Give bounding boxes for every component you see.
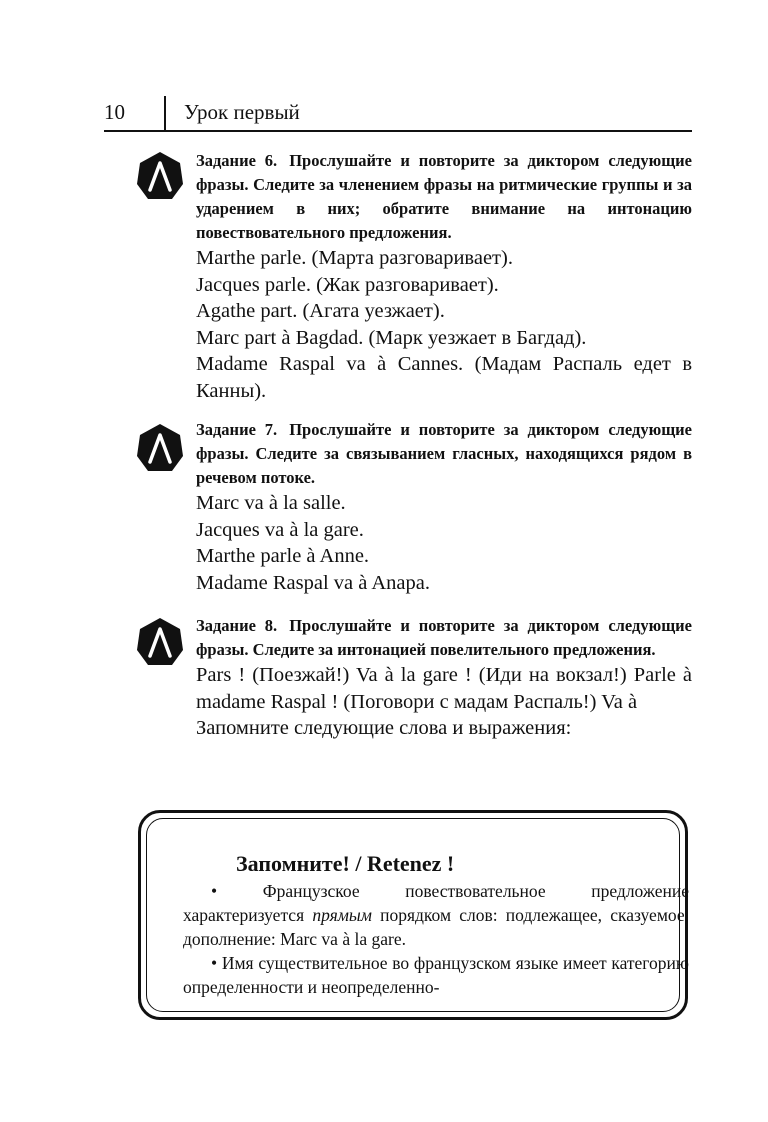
phrase: Marc part à Bagdad. (Марк уезжает в Багдад).	[196, 326, 587, 349]
task-7-text: Прослушайте и повторите за диктором следующие фразы. Следите за связыванием гласных, находящихся рядом в речевом потоке.	[196, 420, 692, 487]
running-title: Урок первый	[184, 100, 300, 124]
task-8-instruction	[196, 614, 692, 662]
task-8-phrases: Pars ! (Поезжай!) Va à la gare ! (Иди на вокзал!) Parle à madame Raspal ! (Поговори с мадам Распаль!) Va à	[196, 664, 692, 713]
task-6-instruction	[196, 149, 692, 245]
remember-box-title: Запомните! / Retenez !	[236, 851, 455, 876]
remember-box-body	[183, 879, 689, 999]
task-8	[196, 614, 692, 742]
phrase: Agathe part. (Агата уезжает).	[196, 300, 445, 322]
task-8-text: Прослушайте и повторите за диктором следующие фразы. Следите за интонацией повелительного предложения.	[196, 616, 692, 659]
rule-1-text-end: порядком слов: подлежащее, сказуемое, дополнение: Marc va à la gare.	[183, 905, 689, 949]
phrase: Marc va à la salle.	[196, 492, 346, 514]
header-divider	[164, 96, 166, 130]
audio-triangle-icon[interactable]	[136, 150, 184, 202]
phrase: Marthe parle. (Марта разговаривает).	[196, 247, 513, 269]
phrase: Madame Raspal va à Anapa.	[196, 571, 430, 594]
page-number: 10	[104, 100, 125, 124]
task-7	[196, 418, 692, 596]
task-7-number: Задание 7.	[196, 420, 278, 439]
task-7-instruction	[196, 418, 692, 490]
rule-1-text: • Французское повествовательное предложение характеризуется	[183, 881, 689, 925]
task-6-text: Прослушайте и повторите за диктором следующие фразы. Следите за членением фразы на ритмические группы и за ударением в них; обратите внимание на интонацию повествовательного предложения.	[196, 151, 692, 242]
phrase: Jacques va à la gare.	[196, 518, 364, 541]
page-header	[104, 96, 692, 132]
audio-triangle-icon[interactable]	[136, 616, 184, 668]
task-8-number: Задание 8.	[196, 616, 278, 635]
rule-2: • Имя существительное во французском языке имеет категорию определенности и неопределенно-	[183, 953, 689, 997]
rule-1-emphasis: прямым	[312, 905, 372, 925]
task-8-continuation: Запомните следующие слова и выражения:	[196, 717, 572, 739]
phrase: Marthe parle à Anne.	[196, 545, 370, 567]
remember-box	[138, 810, 688, 1020]
phrase: Jacques parle. (Жак разговаривает).	[196, 273, 499, 296]
task-6	[196, 149, 692, 404]
rule-1	[183, 879, 689, 951]
phrase: Madame Raspal va à Cannes. (Мадам Распаль едет в Канны).	[196, 353, 692, 402]
task-6-number: Задание 6.	[196, 151, 278, 170]
audio-triangle-icon[interactable]	[136, 422, 184, 474]
